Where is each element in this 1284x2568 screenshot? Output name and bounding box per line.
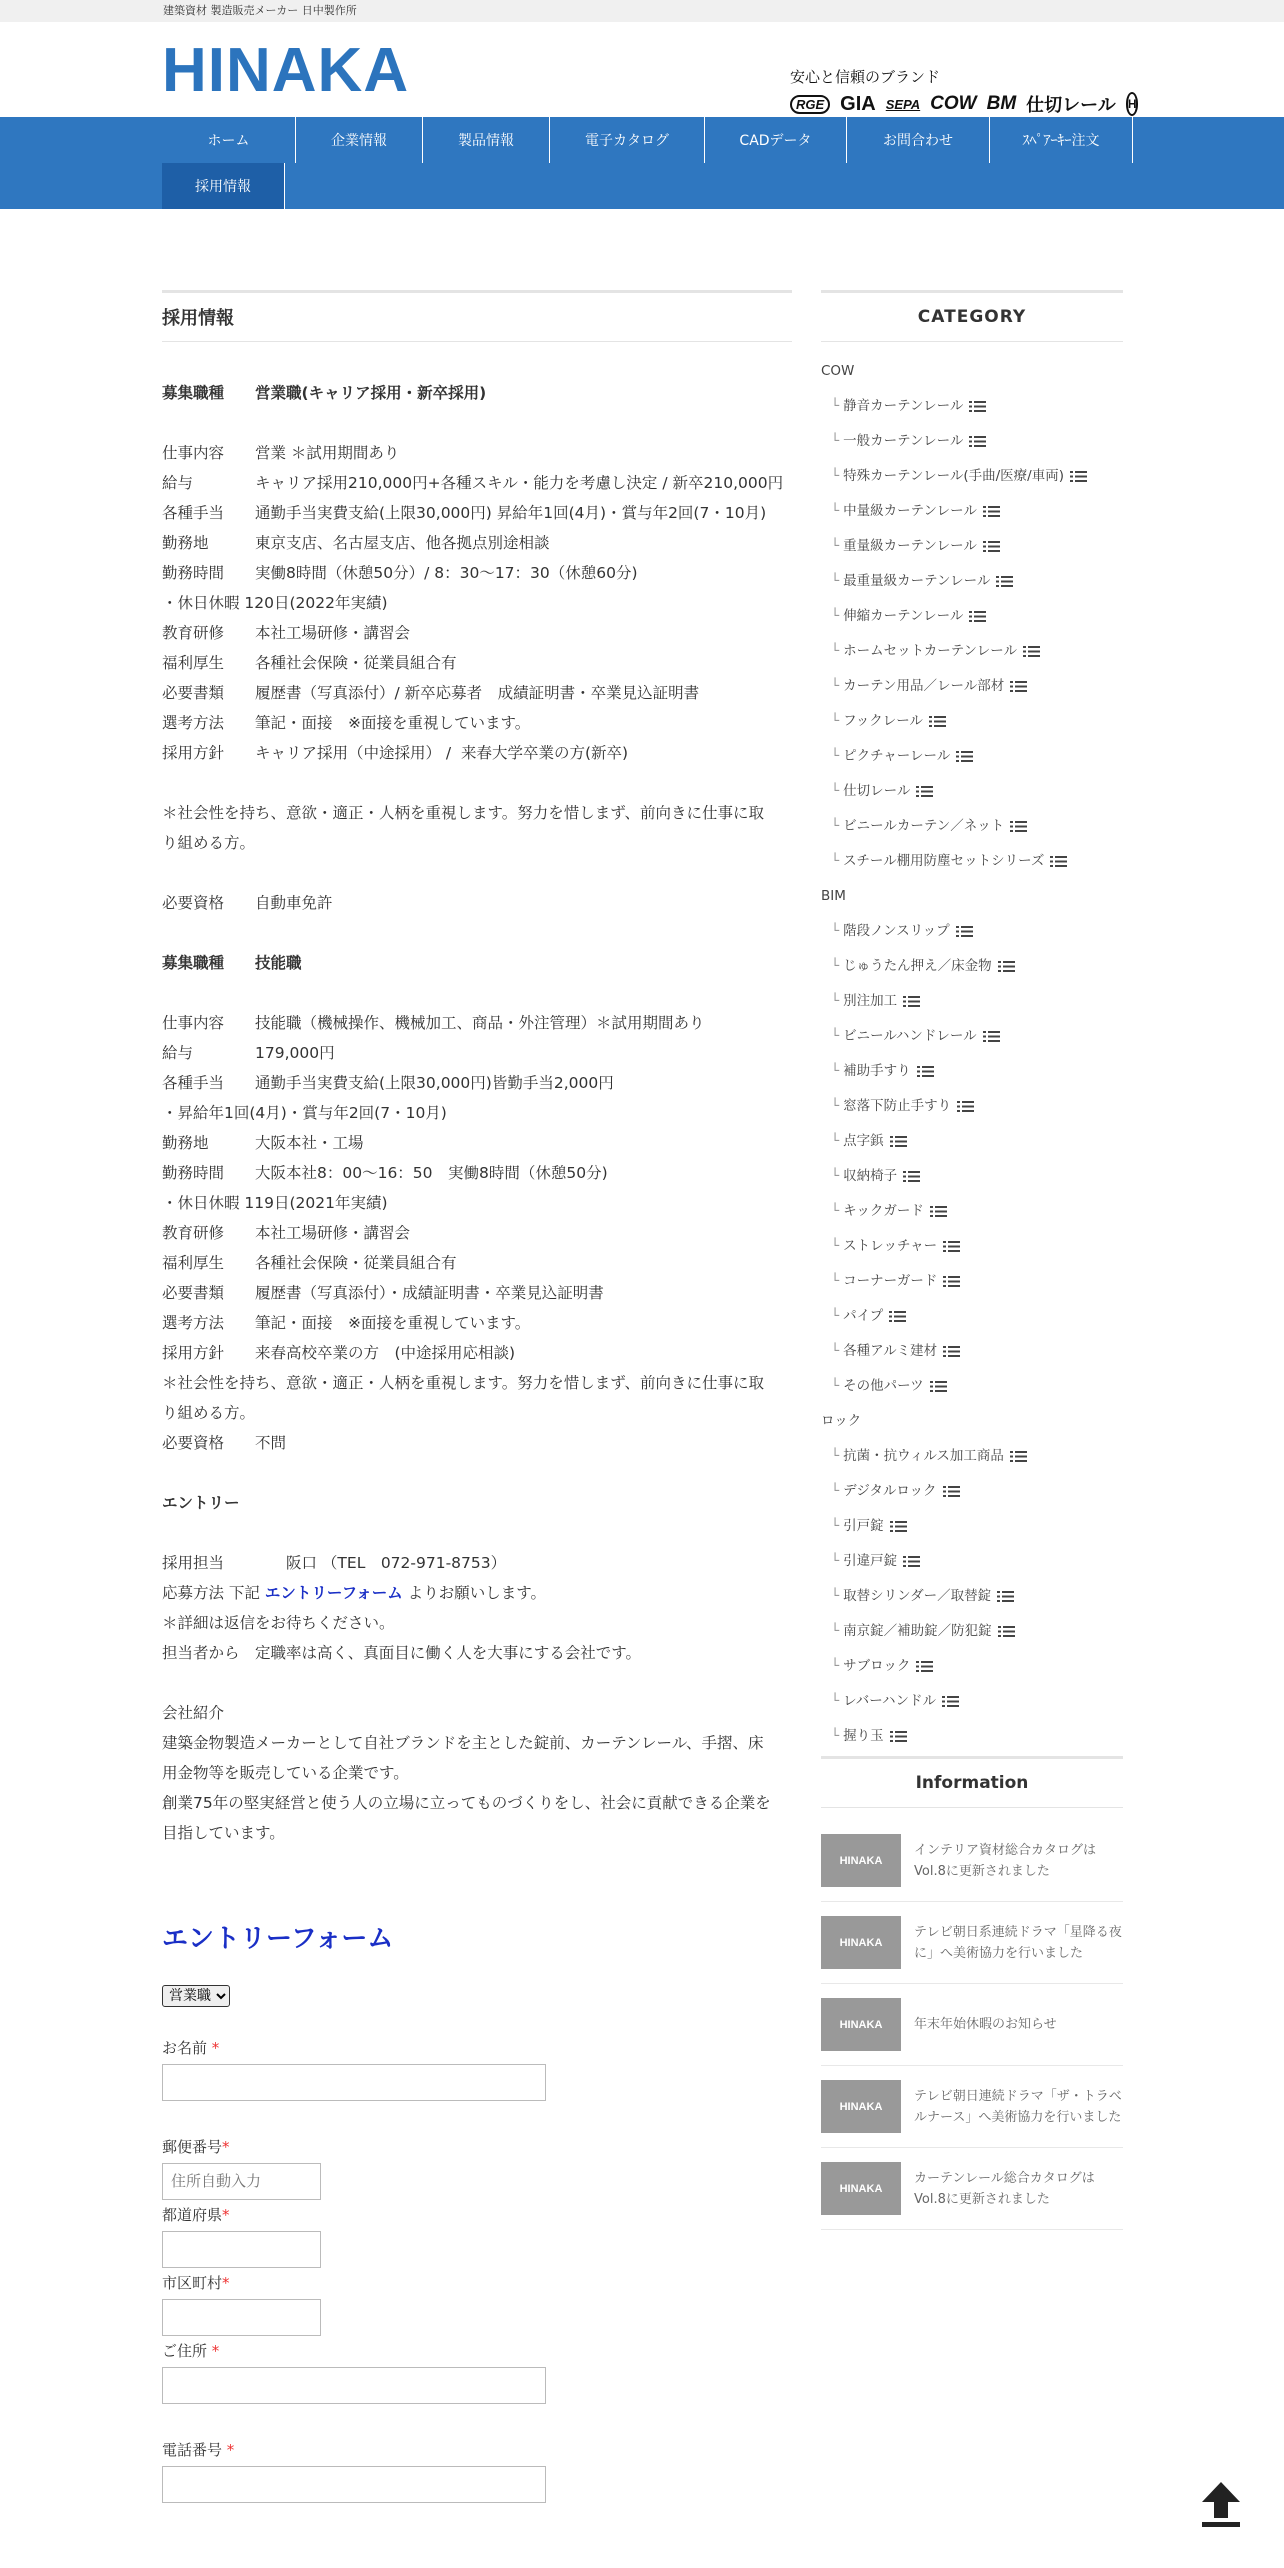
category-item-label: 一般カーテンレール [843, 433, 964, 449]
spacer [162, 978, 792, 1008]
info-item[interactable] [821, 2066, 1123, 2148]
tree-branch-icon: └ [831, 1273, 840, 1289]
content-line: 採用方針 来春高校卒業の方 (中途採用応相談) [162, 1344, 516, 1362]
tree-branch-icon: └ [831, 643, 840, 659]
category-item[interactable] [821, 634, 1123, 669]
tree-branch-icon: └ [831, 503, 840, 519]
list-icon [1023, 646, 1040, 657]
tree-branch-icon: └ [831, 993, 840, 1009]
list-icon [969, 611, 986, 622]
tree-branch-icon: └ [831, 1098, 840, 1114]
site-header [0, 22, 1284, 117]
tree-branch-icon: └ [831, 748, 840, 764]
category-item[interactable] [821, 844, 1123, 879]
main-nav [0, 117, 1284, 209]
address-input[interactable] [162, 2367, 546, 2404]
spacer [162, 1518, 792, 1548]
tree-branch-icon: └ [831, 608, 840, 624]
category-item-label: サブロック [843, 1658, 911, 1674]
category-item[interactable] [821, 1474, 1123, 1509]
content-line: 仕事内容 技能職（機械操作、機械加工、商品・外注管理）＊試用期間あり [162, 1014, 705, 1032]
content-line: 各種手当 通勤手当実費支給(上限30,000円) 昇給年1回(4月)・賞与年2回(7・10月) [162, 504, 767, 522]
info-thumbnail: HINAKA [821, 1998, 901, 2051]
list-icon [1010, 1451, 1027, 1462]
category-item[interactable] [821, 809, 1123, 844]
list-icon [943, 1346, 960, 1357]
info-thumbnail: HINAKA [821, 2080, 901, 2133]
content-line: 必要書類 履歴書（写真添付）・成績証明書・卒業見込証明書 [162, 1284, 604, 1302]
tree-branch-icon: └ [831, 1658, 840, 1674]
category-item[interactable] [821, 1684, 1123, 1719]
category-item-label: スチール棚用防塵セットシリーズ [843, 853, 1045, 869]
tree-branch-icon: └ [831, 923, 840, 939]
list-icon [930, 1206, 947, 1217]
tree-branch-icon: └ [831, 1343, 840, 1359]
topbar [0, 0, 1284, 22]
category-item[interactable] [821, 1089, 1123, 1124]
list-icon [957, 1101, 974, 1112]
tree-branch-icon: └ [831, 1623, 840, 1639]
brand-bm-logo: BM [986, 93, 1017, 114]
content-line: 教育研修 本社工場研修・講習会 [162, 624, 411, 642]
content-line: 選考方法 筆記・面接 ※面接を重視しています。 [162, 1314, 531, 1332]
nav-item[interactable]: お問合わせ [847, 117, 990, 163]
info-item[interactable] [821, 1902, 1123, 1984]
nav-item[interactable]: 電子カタログ [550, 117, 705, 163]
tree-branch-icon: └ [831, 1378, 840, 1394]
category-item-label: カーテン用品／レール部材 [843, 678, 1005, 694]
content-line: 採用担当 阪口 （TEL 072-971-8753） [162, 1554, 507, 1572]
topbar-text: 建築資材 製造販売メーカー 日中製作所 [163, 4, 357, 17]
content-line: 教育研修 本社工場研修・講習会 [162, 1224, 411, 1242]
category-item[interactable] [821, 459, 1123, 494]
tree-branch-icon: └ [831, 1728, 840, 1744]
category-item-label: ピクチャーレール [843, 748, 951, 764]
category-list [821, 354, 1123, 1754]
tree-branch-icon: └ [831, 853, 840, 869]
category-item-label: 抗菌・抗ウィルス加工商品 [843, 1448, 1004, 1464]
info-title: インテリア資材総合カタログはVol.8に更新されました [914, 1842, 1097, 1879]
list-icon [969, 436, 986, 447]
spacer [162, 918, 792, 948]
list-icon [943, 1276, 960, 1287]
info-title: テレビ朝日系連続ドラマ「星降る夜に」へ美術協力を行いました [914, 1924, 1122, 1961]
name-input[interactable] [162, 2064, 546, 2101]
nav-item[interactable]: ホーム [162, 117, 296, 163]
category-item[interactable] [821, 529, 1123, 564]
category-group[interactable]: BIM [821, 888, 846, 904]
content-line: 必要書類 履歴書（写真添付）/ 新卒応募者 成績証明書・卒業見込証明書 [162, 684, 700, 702]
category-item[interactable] [821, 1229, 1123, 1264]
content-line: 各種手当 通勤手当実費支給(上限30,000円)皆勤手当2,000円 [162, 1074, 614, 1092]
content-line: 福利厚生 各種社会保険・従業員組合有 [162, 1254, 457, 1272]
tree-branch-icon: └ [831, 1133, 840, 1149]
content-line: 必要資格 不問 [162, 1434, 287, 1452]
list-icon [983, 541, 1000, 552]
content-line: 担当者から 定職率は高く、真面目に働く人を大事にする会社です。 [162, 1644, 641, 1662]
content-line: 勤務地 大阪本社・工場 [162, 1134, 364, 1152]
content-line: り組める方。 [162, 834, 256, 852]
category-item-label: 補助手すり [843, 1063, 911, 1079]
tree-branch-icon: └ [831, 678, 840, 694]
tree-branch-icon: └ [831, 818, 840, 834]
category-item[interactable] [821, 669, 1123, 704]
list-icon [956, 751, 973, 762]
brand-rge-logo: RGE [790, 95, 830, 114]
info-thumbnail: HINAKA [821, 1916, 901, 1969]
address-group [162, 2340, 792, 2404]
category-item-label: ビニールカーテン／ネット [843, 818, 1005, 834]
nav-row-2 [162, 163, 285, 209]
list-icon [916, 1661, 933, 1672]
list-icon [930, 1381, 947, 1392]
tree-branch-icon: └ [831, 1238, 840, 1254]
category-item-label: ホームセットカーテンレール [843, 643, 1017, 659]
tree-branch-icon: └ [831, 1448, 840, 1464]
entry-form-title: エントリーフォーム [162, 1924, 394, 1954]
content-line: 採用方針 キャリア採用（中途採用） / 来春大学卒業の方(新卒) [162, 744, 629, 762]
list-icon [943, 1241, 960, 1252]
content-line: ・昇給年1回(4月)・賞与年2回(7・10月) [162, 1104, 447, 1122]
phone-input[interactable] [162, 2466, 546, 2503]
list-icon [903, 1171, 920, 1182]
tree-branch-icon: └ [831, 1518, 840, 1534]
category-item[interactable] [821, 1649, 1123, 1684]
category-item-label: 重量級カーテンレール [843, 538, 977, 554]
tree-branch-icon: └ [831, 958, 840, 974]
main-content [162, 290, 792, 2503]
pref-input[interactable] [162, 2231, 321, 2268]
category-item[interactable] [821, 1299, 1123, 1334]
tree-branch-icon: └ [831, 1693, 840, 1709]
list-icon [1010, 821, 1027, 832]
name-group [162, 2037, 792, 2101]
city-input[interactable] [162, 2299, 321, 2336]
spacer [162, 768, 792, 798]
category-item[interactable] [821, 1194, 1123, 1229]
category-item[interactable] [821, 1054, 1123, 1089]
content-line: 給与 179,000円 [162, 1044, 335, 1062]
list-icon [1070, 471, 1087, 482]
list-icon [916, 786, 933, 797]
tree-branch-icon: └ [831, 1588, 840, 1604]
sidebar [821, 290, 1123, 2230]
content-line: 用金物等を販売している企業です。 [162, 1764, 409, 1782]
category-item-label: ビニールハンドレール [843, 1028, 977, 1044]
information-list [821, 1820, 1123, 2230]
list-icon [998, 961, 1015, 972]
category-item-label: ストレッチャー [843, 1238, 938, 1254]
list-icon [890, 1136, 907, 1147]
content-line: 勤務地 東京支店、名古屋支店、他各拠点別途相談 [162, 534, 550, 552]
category-item-label: 窓落下防止手すり [843, 1098, 952, 1114]
category-item-label: 最重量級カーテンレール [843, 573, 991, 589]
nav-item[interactable]: 製品情報 [423, 117, 550, 163]
list-icon [903, 996, 920, 1007]
category-item-label: キックガード [843, 1203, 924, 1219]
content-line: 勤務時間 実働8時間（休憩50分）/ 8：30～17：30（休憩60分) [162, 564, 638, 582]
content-line: 創業75年の堅実経営と使う人の立場に立ってものづくりをし、社会に貢献できる企業を [162, 1794, 771, 1812]
info-title: カーテンレール総合カタログはVol.8に更新されました [914, 2170, 1095, 2207]
info-item[interactable] [821, 1984, 1123, 2066]
category-item-label: 南京錠／補助錠／防犯錠 [843, 1623, 992, 1639]
category-item[interactable] [821, 1159, 1123, 1194]
category-item[interactable] [821, 1544, 1123, 1579]
tree-branch-icon: └ [831, 538, 840, 554]
list-icon [997, 1591, 1014, 1602]
content-line: ＊社会性を持ち、意欲・適正・人柄を重視します。努力を惜しまず、前向きに仕事に取 [162, 804, 765, 822]
pref-group [162, 2204, 792, 2268]
nav-item[interactable]: CADデータ [705, 117, 847, 163]
section-heading: 募集職種 技能職 [162, 954, 302, 972]
content-line: 目指しています。 [162, 1824, 285, 1842]
brand-logos [790, 91, 1137, 117]
category-item-label: コーナーガード [843, 1273, 938, 1289]
tree-branch-icon: └ [831, 1168, 840, 1184]
category-item-label: 階段ノンスリップ [843, 923, 950, 939]
nav-item[interactable]: ｽﾍﾟｱｰｷｰ注文 [990, 117, 1133, 163]
section-heading: エントリー [162, 1494, 240, 1512]
zip-label: 郵便番号* [162, 2138, 230, 2156]
name-label: お名前 * [162, 2039, 220, 2057]
apply-suffix: よりお願いします。 [402, 1584, 547, 1602]
spacer [162, 1668, 792, 1698]
content-line: ・休日休暇 120日(2022年実績) [162, 594, 388, 612]
category-item-label: 伸縮カーテンレール [843, 608, 964, 624]
category-item[interactable] [821, 1369, 1123, 1404]
zip-input[interactable]: 住所自動入力 [162, 2163, 321, 2200]
job-type-select[interactable] [162, 1985, 230, 2007]
category-item[interactable] [821, 1509, 1123, 1544]
tree-branch-icon: └ [831, 783, 840, 799]
list-icon [917, 1066, 934, 1077]
list-icon [1010, 681, 1027, 692]
brand-gia-logo: GIA [840, 92, 876, 115]
city-group [162, 2272, 792, 2336]
category-item[interactable] [821, 949, 1123, 984]
category-item[interactable] [821, 704, 1123, 739]
brand-tagline: 安心と信頼のブランド [790, 68, 941, 86]
category-item-label: その他パーツ [843, 1378, 924, 1394]
list-icon [1050, 856, 1067, 867]
spacer [162, 1458, 792, 1488]
category-item[interactable] [821, 564, 1123, 599]
category-item[interactable] [821, 984, 1123, 1019]
list-icon [929, 716, 946, 727]
pref-label: 都道府県* [162, 2206, 230, 2224]
list-icon [956, 926, 973, 937]
tree-branch-icon: └ [831, 1483, 840, 1499]
info-thumbnail: HINAKA [821, 2162, 901, 2215]
nav-item-recruit[interactable]: 採用情報 [162, 163, 285, 209]
category-item[interactable] [821, 389, 1123, 424]
content-line: 建築金物製造メーカーとして自社ブランドを主とした錠前、カーテンレール、手摺、床 [162, 1734, 764, 1752]
tree-branch-icon: └ [831, 398, 840, 414]
content-line: 給与 キャリア採用210,000円+各種スキル・能力を考慮し決定 / 新卒210,000円 [162, 474, 784, 492]
category-item-label: 中量級カーテンレール [843, 503, 977, 519]
category-item-label: 握り玉 [843, 1728, 884, 1744]
content-line: ＊社会性を持ち、意欲・適正・人柄を重視します。努力を惜しまず、前向きに仕事に取 [162, 1374, 765, 1392]
category-item-label: じゅうたん押え／床金物 [843, 958, 992, 974]
content-line: 会社紹介 [162, 1704, 225, 1722]
phone-group [162, 2439, 792, 2503]
category-group[interactable]: COW [821, 363, 855, 379]
category-item-label: パイプ [843, 1308, 884, 1324]
category-item-label: レバーハンドル [843, 1693, 937, 1709]
category-item-label: デジタルロック [843, 1483, 937, 1499]
category-item[interactable] [821, 1614, 1123, 1649]
tree-branch-icon: └ [831, 433, 840, 449]
spacer [162, 858, 792, 888]
content-line: 福利厚生 各種社会保険・従業員組合有 [162, 654, 457, 672]
tree-branch-icon: └ [831, 1203, 840, 1219]
brand-sepa-logo: SEPA [885, 96, 921, 112]
city-label: 市区町村* [162, 2274, 230, 2292]
category-item[interactable] [821, 494, 1123, 529]
information-heading: Information [821, 1756, 1123, 1808]
category-item-label: 各種アルミ建材 [843, 1343, 938, 1359]
tree-branch-icon: └ [831, 1553, 840, 1569]
zip-group [162, 2136, 792, 2200]
category-item[interactable] [821, 1019, 1123, 1054]
category-group[interactable]: ロック [821, 1413, 862, 1429]
content-line: ＊詳細は返信をお待ちください。 [162, 1614, 395, 1632]
apply-prefix: 応募方法 下記 [162, 1584, 265, 1602]
info-title: 年末年始休暇のお知らせ [914, 2017, 1057, 2032]
category-item-label: 特殊カーテンレール(手曲/医療/車両) [843, 468, 1064, 484]
entry-form-link[interactable]: エントリーフォーム [264, 1584, 403, 1602]
list-icon [998, 1626, 1015, 1637]
category-item[interactable] [821, 1439, 1123, 1474]
category-item[interactable] [821, 424, 1123, 459]
category-item[interactable] [821, 1124, 1123, 1159]
tree-branch-icon: └ [831, 468, 840, 484]
category-item[interactable] [821, 1579, 1123, 1614]
category-item[interactable] [821, 1719, 1123, 1754]
content-line: り組める方。 [162, 1404, 256, 1422]
nav-item[interactable]: 企業情報 [296, 117, 423, 163]
content-line: 選考方法 筆記・面接 ※面接を重視しています。 [162, 714, 531, 732]
page-title: 採用情報 [162, 308, 234, 329]
tree-branch-icon: └ [831, 1308, 840, 1324]
category-item-label: 引戸錠 [843, 1518, 884, 1534]
category-item[interactable] [821, 739, 1123, 774]
apply-method-line [162, 1578, 792, 1608]
content-line: 仕事内容 営業 ＊試用期間あり [162, 444, 400, 462]
category-heading: CATEGORY [821, 290, 1123, 342]
list-icon [890, 1731, 907, 1742]
category-item-label: 仕切レール [843, 783, 911, 799]
list-icon [983, 1031, 1000, 1042]
info-title: テレビ朝日連続ドラマ「ザ・トラベルナース」へ美術協力を行いました [914, 2088, 1122, 2125]
list-icon [943, 1486, 960, 1497]
spacer [162, 408, 792, 438]
category-item-label: 静音カーテンレール [843, 398, 964, 414]
list-icon [969, 401, 986, 412]
list-icon [983, 506, 1000, 517]
list-icon [890, 1521, 907, 1532]
arrow-up-icon[interactable] [1200, 2480, 1242, 2528]
page-title-bar [162, 290, 792, 342]
content-line: 勤務時間 大阪本社8：00～16：50 実働8時間（休憩50分) [162, 1164, 608, 1182]
tree-branch-icon: └ [831, 1063, 840, 1079]
nav-row-1 [162, 117, 1133, 163]
tree-branch-icon: └ [831, 573, 840, 589]
tree-branch-icon: └ [831, 1028, 840, 1044]
category-item[interactable] [821, 914, 1123, 949]
category-item[interactable] [821, 1334, 1123, 1369]
content-line: ・休日休暇 119日(2021年実績) [162, 1194, 388, 1212]
list-icon [889, 1311, 906, 1322]
category-item-label: 別注加工 [843, 993, 898, 1009]
tree-branch-icon: └ [831, 713, 840, 729]
phone-label: 電話番号 * [162, 2441, 235, 2459]
category-item-label: 点字鋲 [843, 1133, 884, 1149]
info-item[interactable] [821, 2148, 1123, 2230]
category-item-label: 収納椅子 [843, 1168, 898, 1184]
brand-cow-logo: COW [930, 93, 977, 114]
address-label: ご住所 * [162, 2342, 220, 2360]
list-icon [903, 1556, 920, 1567]
brand-shikiri-logo: 仕切レール [1026, 95, 1116, 115]
category-item[interactable] [821, 599, 1123, 634]
category-item[interactable] [821, 1264, 1123, 1299]
brand-h-logo: H [1126, 92, 1139, 116]
info-item[interactable] [821, 1820, 1123, 1902]
category-item-label: フックレール [843, 713, 923, 729]
list-icon [942, 1696, 959, 1707]
category-item-label: 取替シリンダー／取替錠 [843, 1588, 992, 1604]
recruit-body [162, 378, 792, 1848]
site-logo[interactable]: HINAKA [162, 36, 410, 105]
section-heading: 募集職種 営業職(キャリア採用・新卒採用) [162, 384, 487, 402]
info-thumbnail: HINAKA [821, 1834, 901, 1887]
category-item[interactable] [821, 774, 1123, 809]
category-item-label: 引違戸錠 [843, 1553, 898, 1569]
list-icon [996, 576, 1013, 587]
content-line: 必要資格 自動車免許 [162, 894, 333, 912]
brand-block [790, 66, 1137, 117]
